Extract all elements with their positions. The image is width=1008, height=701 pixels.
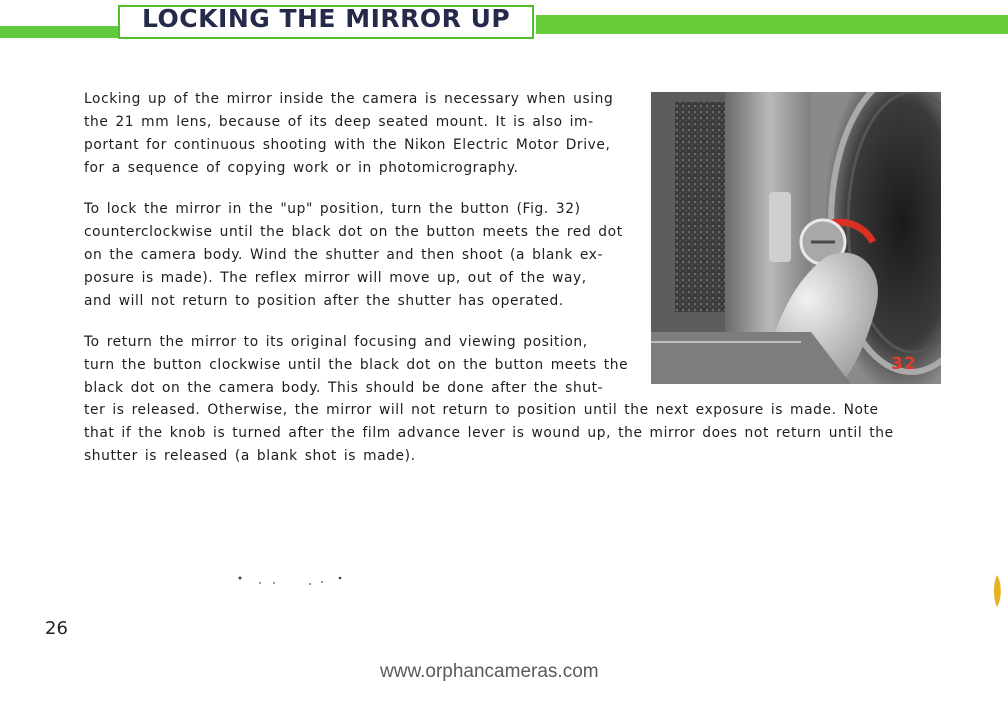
figure-label: 32 <box>891 354 917 374</box>
text-line: the 21 mm lens, because of its deep seated mount. It is also im- <box>84 114 594 130</box>
text-line: black dot on the camera body. This should be done after the shut- <box>84 380 604 396</box>
paragraph-return-steps-continued <box>84 399 944 468</box>
text-line: shutter is released (a blank shot is made). <box>84 448 416 464</box>
text-line: portant for continuous shooting with the Nikon Electric Motor Drive, <box>84 137 611 153</box>
text-line: and will not return to position after the shutter has operated. <box>84 293 564 309</box>
text-line: on the camera body. Wind the shutter and then shoot (a blank ex- <box>84 247 604 263</box>
text-line: turn the button clockwise until the black dot on the button meets the <box>84 357 629 373</box>
text-line: To lock the mirror in the "up" position, turn the button (Fig. 32) <box>84 201 581 217</box>
page-edge-mark <box>990 575 1004 607</box>
header-accent-bar-right <box>536 15 1008 34</box>
text-line: ter is released. Otherwise, the mirror will not return to position until the next exposure is made. Note <box>84 402 879 418</box>
source-url: www.orphancameras.com <box>380 661 599 682</box>
text-line: for a sequence of copying work or in photomicrography. <box>84 160 519 176</box>
print-specks <box>230 575 370 587</box>
text-line: posure is made). The reflex mirror will move up, out of the way, <box>84 270 587 286</box>
text-line: Locking up of the mirror inside the camera is necessary when using <box>84 91 614 107</box>
page-title: LOCKING THE MIRROR UP <box>142 4 511 33</box>
paragraph-return-steps <box>84 331 629 400</box>
text-line: counterclockwise until the black dot on the button meets the red dot <box>84 224 623 240</box>
paragraph-intro <box>84 88 629 180</box>
text-line: that if the knob is turned after the film advance lever is wound up, the mirror does not return until the <box>84 425 894 441</box>
header-accent-bar-left <box>0 26 118 38</box>
paragraph-lock-steps <box>84 198 629 313</box>
page-number: 26 <box>45 618 68 639</box>
text-line: To return the mirror to its original focusing and viewing position, <box>84 334 588 350</box>
camera-mirror-lock-photo <box>651 92 941 384</box>
